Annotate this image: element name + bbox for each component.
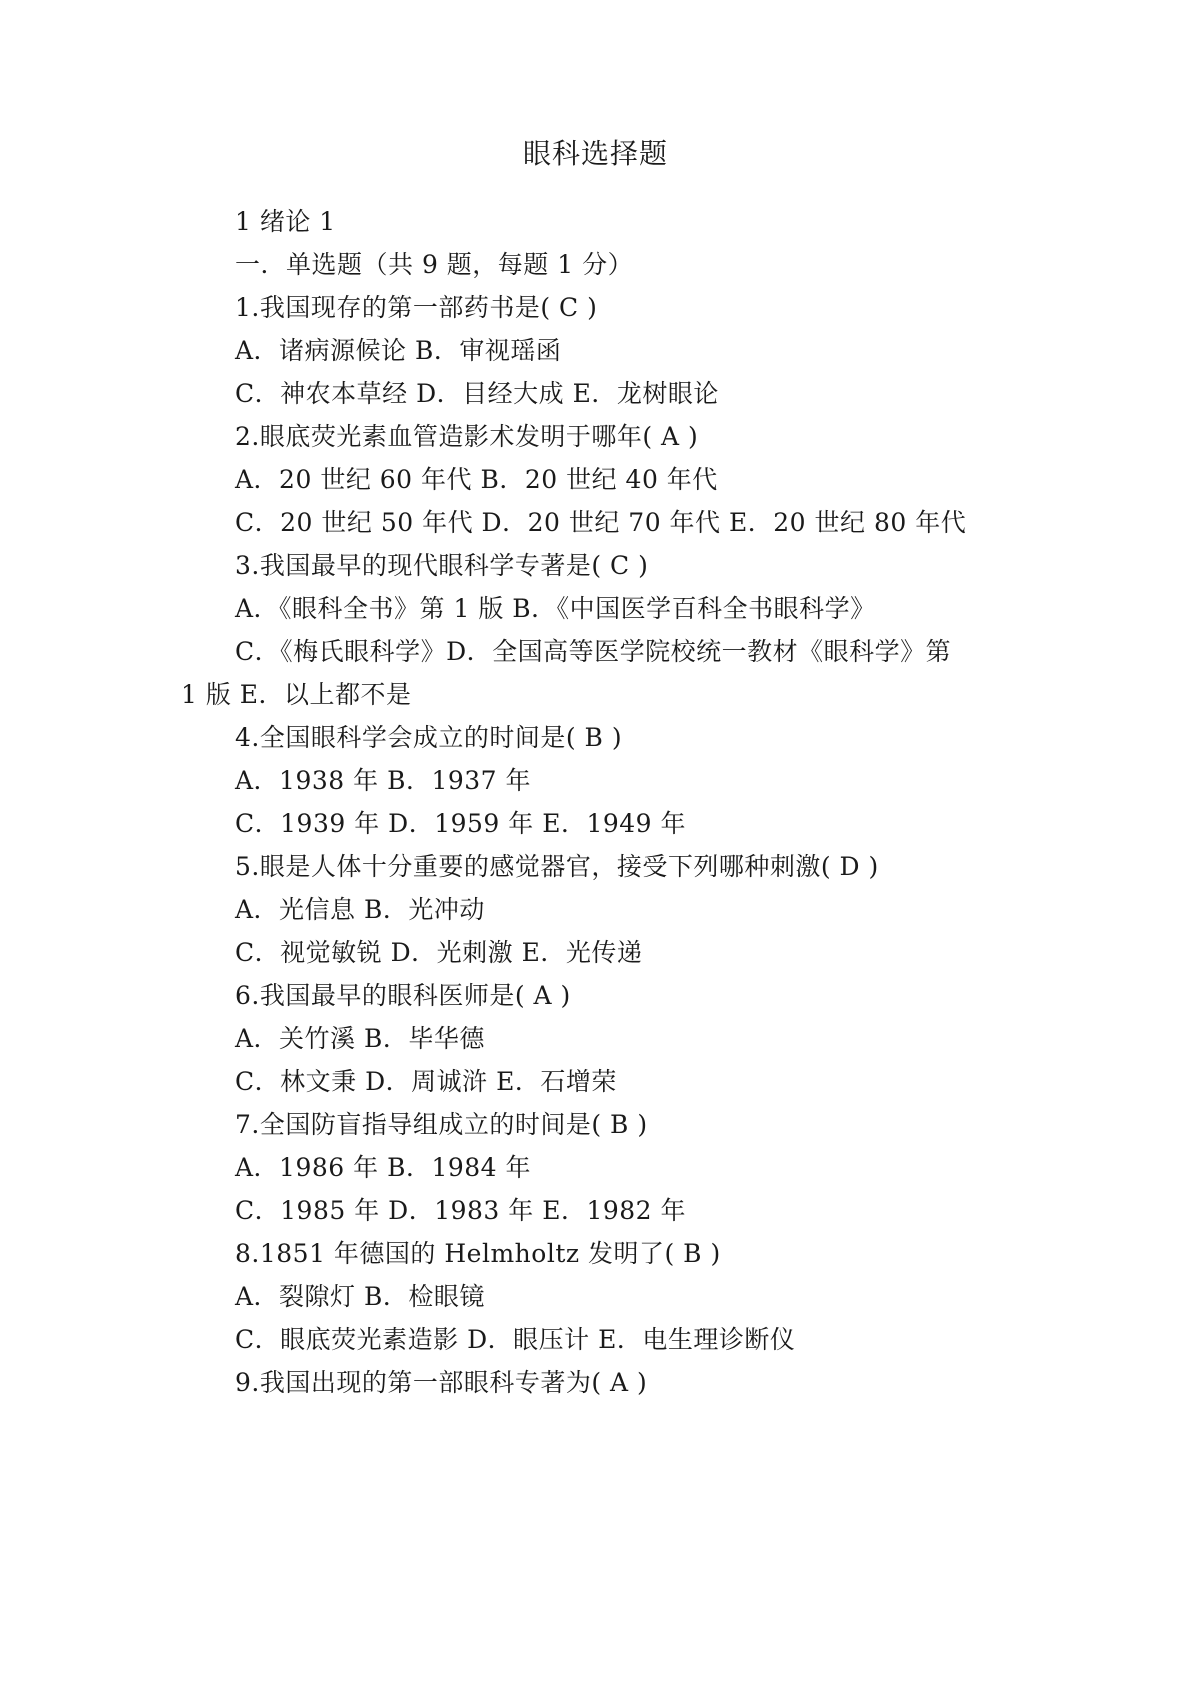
- question-3-options-continued: 1 版 E．以上都不是: [181, 680, 412, 709]
- question-1: 1.我国现存的第一部药书是( C ): [235, 293, 598, 322]
- page-title: 眼科选择题: [522, 137, 668, 170]
- question-6-options-ab: A．关竹溪 B．毕华德: [235, 1024, 485, 1053]
- question-3-options-cd: C．《梅氏眼科学》D．全国高等医学院校统一教材《眼科学》第: [235, 637, 952, 666]
- chapter-heading: 1 绪论 1: [235, 207, 336, 236]
- question-8-options-cde: C．眼底荧光素造影 D．眼压计 E．电生理诊断仪: [235, 1325, 796, 1354]
- question-4-options-cde: C．1939 年 D．1959 年 E．1949 年: [235, 809, 687, 838]
- question-2-options-cde: C．20 世纪 50 年代 D．20 世纪 70 年代 E．20 世纪 80 年代: [235, 508, 967, 537]
- question-4-options-ab: A．1938 年 B．1937 年: [235, 766, 532, 795]
- question-7-options-cde: C．1985 年 D．1983 年 E．1982 年: [235, 1196, 687, 1225]
- question-1-options-cde: C．神农本草经 D．目经大成 E．龙树眼论: [235, 379, 719, 408]
- question-5: 5.眼是人体十分重要的感觉器官，接受下列哪种刺激( D ): [235, 852, 879, 881]
- question-5-options-ab: A．光信息 B．光冲动: [235, 895, 485, 924]
- question-3-options-ab: A．《眼科全书》第 1 版 B．《中国医学百科全书眼科学》: [235, 594, 876, 623]
- section-heading: 一．单选题（共 9 题，每题 1 分）: [235, 250, 634, 279]
- question-5-options-cde: C．视觉敏锐 D．光刺激 E．光传递: [235, 938, 643, 967]
- question-7-options-ab: A．1986 年 B．1984 年: [235, 1153, 532, 1182]
- question-3: 3.我国最早的现代眼科学专著是( C ): [235, 551, 649, 580]
- question-1-options-ab: A．诸病源候论 B．审视瑶函: [235, 336, 562, 365]
- question-2: 2.眼底荧光素血管造影术发明于哪年( A ): [235, 422, 699, 451]
- question-6-options-cde: C．林文秉 D．周诚浒 E．石增荣: [235, 1067, 617, 1096]
- question-6: 6.我国最早的眼科医师是( A ): [235, 981, 571, 1010]
- question-8-options-ab: A．裂隙灯 B．检眼镜: [235, 1282, 485, 1311]
- question-7: 7.全国防盲指导组成立的时间是( B ): [235, 1110, 648, 1139]
- question-9: 9.我国出现的第一部眼科专著为( A ): [235, 1368, 648, 1397]
- question-4: 4.全国眼科学会成立的时间是( B ): [235, 723, 623, 752]
- question-8: 8.1851 年德国的 Helmholtz 发明了( B ): [235, 1239, 721, 1268]
- question-2-options-ab: A．20 世纪 60 年代 B．20 世纪 40 年代: [235, 465, 718, 494]
